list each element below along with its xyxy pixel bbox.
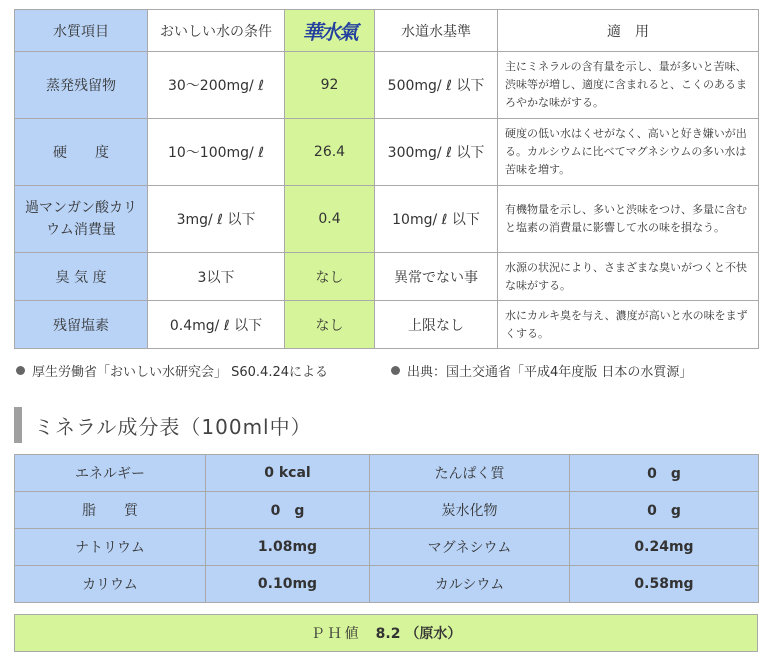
- bullet-icon: [16, 366, 25, 375]
- mineral-value: 0.24mg: [570, 529, 759, 566]
- row-condition: 10～100mg/ ℓ: [148, 119, 285, 186]
- row-condition: 0.4mg/ ℓ 以下: [148, 301, 285, 349]
- bullet-icon: [391, 366, 400, 375]
- row-note: 硬度の低い水はくせがなく、高いと好き嫌いが出る。カルシウムに比べてマグネシウムの多い水は苦味を増す。: [498, 119, 759, 186]
- heading-title: ミネラル成分表（100ml中）: [34, 414, 312, 439]
- row-item: 硬 度: [15, 119, 148, 186]
- mineral-value: 0 kcal: [206, 455, 370, 492]
- header-item: 水質項目: [15, 10, 148, 52]
- mineral-label: マグネシウム: [370, 529, 570, 566]
- row-item: 臭 気 度: [15, 253, 148, 301]
- mineral-value: 0 g: [206, 492, 370, 529]
- row-value: なし: [285, 301, 375, 349]
- quality-row: [15, 301, 759, 349]
- row-note: 水にカルキ臭を与え、濃度が高いと水の味をまずくする。: [498, 301, 759, 349]
- row-note: 有機物量を示し、多いと渋味をつけ、多量に含むと塩素の消費量に影響して水の味を損なう。: [498, 186, 759, 253]
- ph-label: ＰＨ値: [310, 626, 362, 642]
- header-standard: 水道水基準: [375, 10, 498, 52]
- row-value: 26.4: [285, 119, 375, 186]
- mineral-value: 0 g: [570, 492, 759, 529]
- brand-logo: 華水氣: [302, 20, 357, 44]
- mineral-label: カルシウム: [370, 566, 570, 603]
- mineral-row: [15, 455, 759, 492]
- quality-row: [15, 253, 759, 301]
- quality-header-row: [15, 10, 759, 52]
- row-item: 過マンガン酸カリウム消費量: [15, 186, 148, 253]
- row-note: 主にミネラルの含有量を示し、量が多いと苦味、渋味等が増し、適度に含まれると、こくのあるまろやかな味がする。: [498, 52, 759, 119]
- mineral-value: 0 g: [570, 455, 759, 492]
- row-item: 残留塩素: [15, 301, 148, 349]
- mineral-label: たんぱく質: [370, 455, 570, 492]
- footnote-source-right: [391, 361, 692, 380]
- header-brand-logo: [285, 10, 375, 52]
- water-quality-table: [14, 9, 759, 349]
- row-note: 水源の状況により、さまざまな臭いがつくと不快な味がする。: [498, 253, 759, 301]
- quality-row: [15, 119, 759, 186]
- heading-accent-bar: [14, 407, 22, 443]
- mineral-value: 0.58mg: [570, 566, 759, 603]
- footnote-source-left: [16, 361, 328, 380]
- mineral-row: [15, 492, 759, 529]
- mineral-label: エネルギー: [15, 455, 206, 492]
- footnotes: [16, 361, 756, 381]
- mineral-row: [15, 566, 759, 603]
- footnote-text: 厚生労働省「おいしい水研究会」 S60.4.24による: [32, 365, 329, 380]
- row-condition: 3mg/ ℓ 以下: [148, 186, 285, 253]
- mineral-value: 1.08mg: [206, 529, 370, 566]
- mineral-table: [14, 454, 759, 603]
- mineral-value: 0.10mg: [206, 566, 370, 603]
- row-value: 92: [285, 52, 375, 119]
- quality-row: [15, 186, 759, 253]
- mineral-row: [15, 529, 759, 566]
- mineral-label: カリウム: [15, 566, 206, 603]
- mineral-label: ナトリウム: [15, 529, 206, 566]
- row-standard: 10mg/ ℓ 以下: [375, 186, 498, 253]
- mineral-label: 脂 質: [15, 492, 206, 529]
- row-condition: 30～200mg/ ℓ: [148, 52, 285, 119]
- row-standard: 上限なし: [375, 301, 498, 349]
- mineral-section-heading: [14, 406, 312, 444]
- row-condition: 3以下: [148, 253, 285, 301]
- ph-value-bar: [14, 614, 758, 652]
- footnote-text: 出典：国土交通省「平成4年度版 日本の水質源」: [407, 365, 693, 380]
- row-standard: 300mg/ ℓ 以下: [375, 119, 498, 186]
- row-standard: 500mg/ ℓ 以下: [375, 52, 498, 119]
- row-value: なし: [285, 253, 375, 301]
- header-condition: おいしい水の条件: [148, 10, 285, 52]
- row-standard: 異常でない事: [375, 253, 498, 301]
- mineral-label: 炭水化物: [370, 492, 570, 529]
- quality-row: [15, 52, 759, 119]
- row-item: 蒸発残留物: [15, 52, 148, 119]
- row-value: 0.4: [285, 186, 375, 253]
- header-application: 適 用: [498, 10, 759, 52]
- ph-value: 8.2 （原水）: [375, 626, 462, 642]
